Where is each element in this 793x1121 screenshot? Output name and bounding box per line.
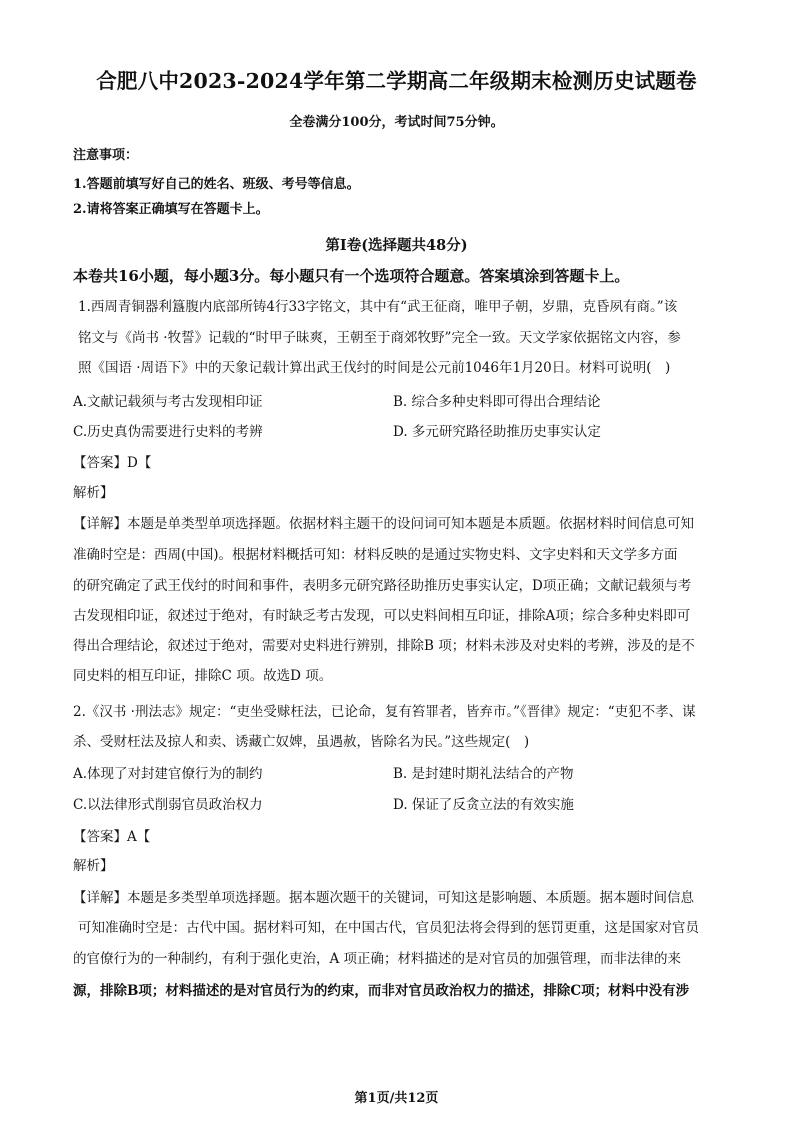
- question-stem-line: 2.《汉书 ·刑法志》规定：“吏坐受赇枉法，已论命，复有笞罪者，皆弃市。”《晋律》规定：“吏犯不孝、谋: [73, 704, 696, 720]
- analysis-line: 【详解】本题是多类型单项选择题。据本题次题干的关键词，可知这是影响题、本质题。据本题时间信息: [73, 890, 694, 906]
- analysis-line: 源，排除B项；材料描述的是对官员行为的约束，而非对官员政治权力的描述，排除C项；材料中没有涉: [73, 983, 690, 999]
- option-c: C.历史真伪需要进行史料的考辨: [73, 424, 263, 440]
- page-title: 合肥八中2023-2024学年第二学期高二年级期末检测历史试题卷: [96, 69, 697, 93]
- option-b: B. 是封建时期礼法结合的产物: [393, 766, 574, 782]
- analysis-line: 可知准确时空是：古代中国。据材料可知，在中国古代，官员犯法将会得到的惩罚更重，这是国家对官员: [78, 920, 699, 936]
- analysis-line: 的研究确定了武王伐纣的时间和事件，表明多元研究路径助推历史事实认定，D项正确；文献记载须与考: [73, 578, 692, 594]
- section-title: 第Ⅰ卷(选择题共48分): [325, 237, 468, 254]
- note-item: 2.请将答案正确填写在答题卡上。: [73, 202, 269, 217]
- analysis-line: 的官僚行为的一种制约，有利于强化吏治，A 项正确；材料描述的是对官员的加强管理，而非法律的来: [73, 951, 682, 967]
- answer: 【答案】A【: [73, 829, 151, 845]
- analysis-label: 解析】: [73, 858, 114, 874]
- analysis-line: 【详解】本题是单类型单项选择题。依据材料主题干的设问词可知本题是本质题。依据材料时间信息可知: [73, 516, 694, 532]
- answer: 【答案】D【: [73, 455, 152, 471]
- question-stem-line: 杀、受财枉法及掠人和卖、诱藏亡奴婢，虽遇赦，皆除名为民。”这些规定( ): [73, 734, 530, 750]
- option-d: D. 多元研究路径助推历史事实认定: [393, 424, 601, 440]
- note-item: 1.答题前填写好自己的姓名、班级、考号等信息。: [73, 177, 360, 192]
- analysis-line: 古发现相印证，叙述过于绝对，有时缺乏考古发现，可以史料间相互印证，排除A项；综合多种史料即可: [73, 608, 691, 624]
- question-stem-line: 1.西周青铜器利簋腹内底部所铸4行33字铭文，其中有“武王征商，唯甲子朝，岁鼎，克昏夙有商。”该: [78, 299, 678, 315]
- analysis-line: 同史料的相互印证，排除C 项。故选D 项。: [73, 668, 333, 684]
- option-a: A.体现了对封建官僚行为的制约: [73, 766, 263, 782]
- question-stem-line: 照《国语 ·周语下》中的天象记载计算出武王伐纣的时间是公元前1046年1月20日。材料可说明( ): [78, 360, 671, 376]
- page-number: 第1页/共12页: [354, 1091, 439, 1106]
- analysis-label: 解析】: [73, 485, 114, 501]
- exam-info: 全卷满分100分，考试时间75分钟。: [289, 115, 504, 130]
- option-d: D. 保证了反贪立法的有效实施: [393, 797, 574, 813]
- option-a: A.文献记载须与考古发现相印证: [73, 394, 263, 410]
- section-instruction: 本卷共16小题，每小题3分。每小题只有一个选项符合题意。答案填涂到答题卡上。: [73, 267, 630, 285]
- option-c: C.以法律形式削弱官员政治权力: [73, 797, 263, 813]
- question-stem-line: 铭文与《尚书 ·牧誓》记载的“时甲子昧爽，王朝至于商郊牧野”完全一致。天文学家依据铭文内容，参: [78, 330, 681, 346]
- notes-heading: 注意事项：: [73, 148, 139, 163]
- option-b: B. 综合多种史料即可得出合理结论: [393, 394, 601, 410]
- analysis-line: 准确时空是：西周(中国)。根据材料概括可知：材料反映的是通过实物史料、文字史料和天文学多方面: [73, 547, 678, 563]
- analysis-line: 得出合理结论，叙述过于绝对，需要对史料进行辨别，排除B 项；材料未涉及对史料的考辨，涉及的是不: [73, 638, 695, 654]
